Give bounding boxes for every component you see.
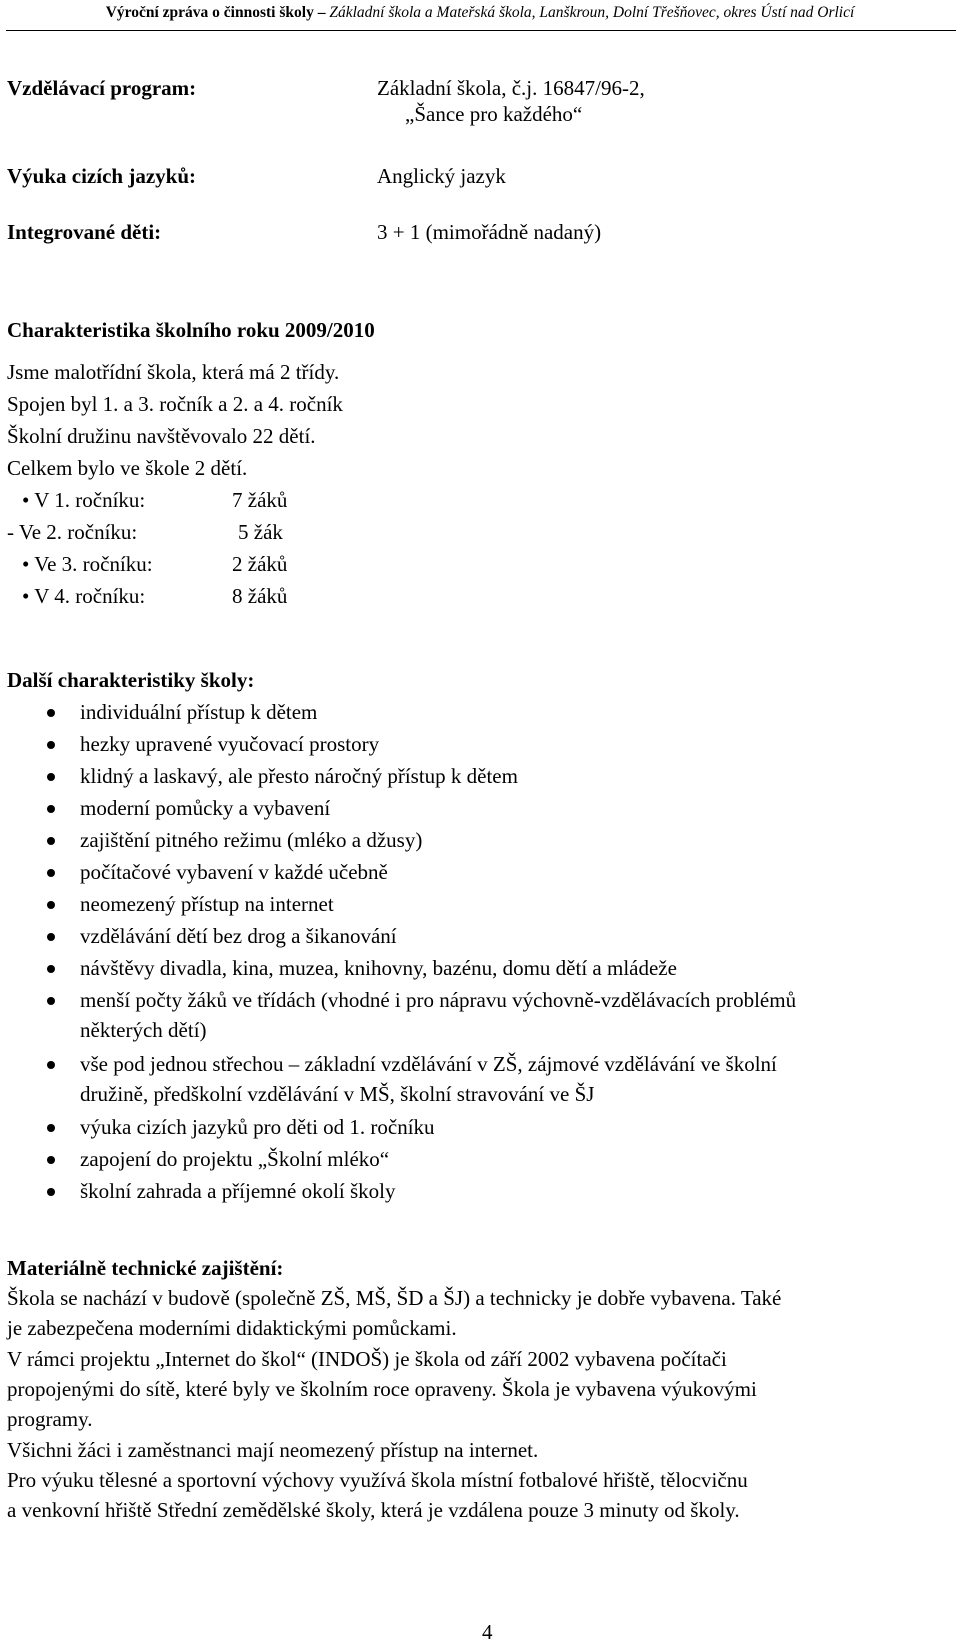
list-item: návštěvy divadla, kina, muzea, knihovny, bazénu, domu dětí a mládeže <box>80 952 677 984</box>
list-item: vzdělávání dětí bez drog a šikanování <box>80 920 397 952</box>
list-item: školní zahrada a příjemné okolí školy <box>80 1175 396 1207</box>
material-line: Škola se nachází v budově (společně ZŠ, MŠ, ŠD a ŠJ) a technicky je dobře vybavena. Také <box>7 1286 782 1310</box>
program-value-line2: „Šance pro každého“ <box>405 102 583 126</box>
grade-prefix: - <box>7 520 14 544</box>
header-bold: Výroční zpráva o činnosti školy – <box>105 4 326 21</box>
other-title: Další charakteristiky školy: <box>7 668 255 692</box>
bullet-icon <box>47 773 55 781</box>
program-value-line1: Základní škola, č.j. 16847/96-2, <box>377 76 645 100</box>
list-item: klidný a laskavý, ale přesto náročný přístup k dětem <box>80 760 518 792</box>
integrated-value: 3 + 1 (mimořádně nadaný) <box>377 220 602 244</box>
bullet-icon <box>47 901 55 909</box>
list-item: zapojení do projektu „Školní mléko“ <box>80 1143 389 1175</box>
languages-label: Výuka cizích jazyků: <box>7 164 196 188</box>
list-item: menší počty žáků ve třídách (vhodné i pro nápravu výchovně-vzdělávacích problémů <box>80 984 796 1016</box>
char-line: Školní družinu navštěvovalo 22 dětí. <box>7 424 316 448</box>
material-line: propojenými do sítě, které byly ve školním roce opraveny. Škola je vybavena výukovými <box>7 1377 757 1401</box>
grade-prefix: • <box>22 488 30 512</box>
material-title: Materiálně technické zajištění: <box>7 1256 284 1280</box>
list-item: výuka cizích jazyků pro děti od 1. ročníku <box>80 1111 435 1143</box>
bullet-icon <box>47 837 55 845</box>
program-label: Vzdělávací program: <box>7 76 197 100</box>
bullet-icon <box>47 709 55 717</box>
list-item: individuální přístup k dětem <box>80 696 317 728</box>
material-line: Pro výuku tělesné a sportovní výchovy využívá škola místní fotbalové hřiště, tělocvičnu <box>7 1468 748 1492</box>
bullet-icon <box>47 805 55 813</box>
list-item: počítačové vybavení v každé učebně <box>80 856 388 888</box>
bullet-icon <box>47 869 55 877</box>
list-item-continuation: družině, předškolní vzdělávání v MŠ, školní stravování ve ŠJ <box>80 1082 595 1106</box>
list-item-continuation: některých dětí) <box>80 1018 207 1042</box>
bullet-icon <box>47 741 55 749</box>
grade-prefix: • <box>22 584 30 608</box>
grade-label: V 4. ročníku: <box>34 584 146 608</box>
list-item: moderní pomůcky a vybavení <box>80 792 330 824</box>
header-rest: Základní škola a Mateřská škola, Lanškroun, Dolní Třešňovec, okres Ústí nad Orlicí <box>325 4 855 21</box>
grade-label: V 1. ročníku: <box>34 488 146 512</box>
char-line: Spojen byl 1. a 3. ročník a 2. a 4. ročník <box>7 392 343 416</box>
list-item: vše pod jednou střechou – základní vzdělávání v ZŠ, zájmové vzdělávání ve školní <box>80 1048 777 1080</box>
bullet-icon <box>47 1188 55 1196</box>
grade-label: Ve 3. ročníku: <box>34 552 153 576</box>
integrated-label: Integrované děti: <box>7 220 162 244</box>
material-line: je zabezpečena moderními didaktickými pomůckami. <box>7 1316 457 1340</box>
list-item: neomezený přístup na internet <box>80 888 334 920</box>
material-line: V rámci projektu „Internet do škol“ (INDOŠ) je škola od září 2002 vybavena počítači <box>7 1347 727 1371</box>
material-line: Všichni žáci i zaměstnanci mají neomezený přístup na internet. <box>7 1438 539 1462</box>
bullet-icon <box>47 965 55 973</box>
page-number: 4 <box>482 1620 493 1644</box>
list-item: zajištění pitného režimu (mléko a džusy) <box>80 824 422 856</box>
bullet-icon <box>47 933 55 941</box>
characteristics-title: Charakteristika školního roku 2009/2010 <box>7 318 375 342</box>
material-line: a venkovní hřiště Střední zemědělské školy, která je vzdálena pouze 3 minuty od školy. <box>7 1498 740 1522</box>
grade-value: 8 žáků <box>232 584 288 608</box>
char-line: Celkem bylo ve škole 2 dětí. <box>7 456 248 480</box>
bullet-icon <box>47 997 55 1005</box>
grade-value: 5 žák <box>238 520 283 544</box>
list-item: hezky upravené vyučovací prostory <box>80 728 379 760</box>
grade-prefix: • <box>22 552 30 576</box>
grade-value: 2 žáků <box>232 552 288 576</box>
languages-value: Anglický jazyk <box>377 164 506 188</box>
bullet-icon <box>47 1061 55 1069</box>
grade-value: 7 žáků <box>232 488 288 512</box>
bullet-icon <box>47 1156 55 1164</box>
header-rule <box>6 30 956 31</box>
running-header <box>0 4 960 22</box>
grade-label: Ve 2. ročníku: <box>18 520 138 544</box>
char-line: Jsme malotřídní škola, která má 2 třídy. <box>7 360 340 384</box>
bullet-icon <box>47 1124 55 1132</box>
material-line: programy. <box>7 1407 93 1431</box>
